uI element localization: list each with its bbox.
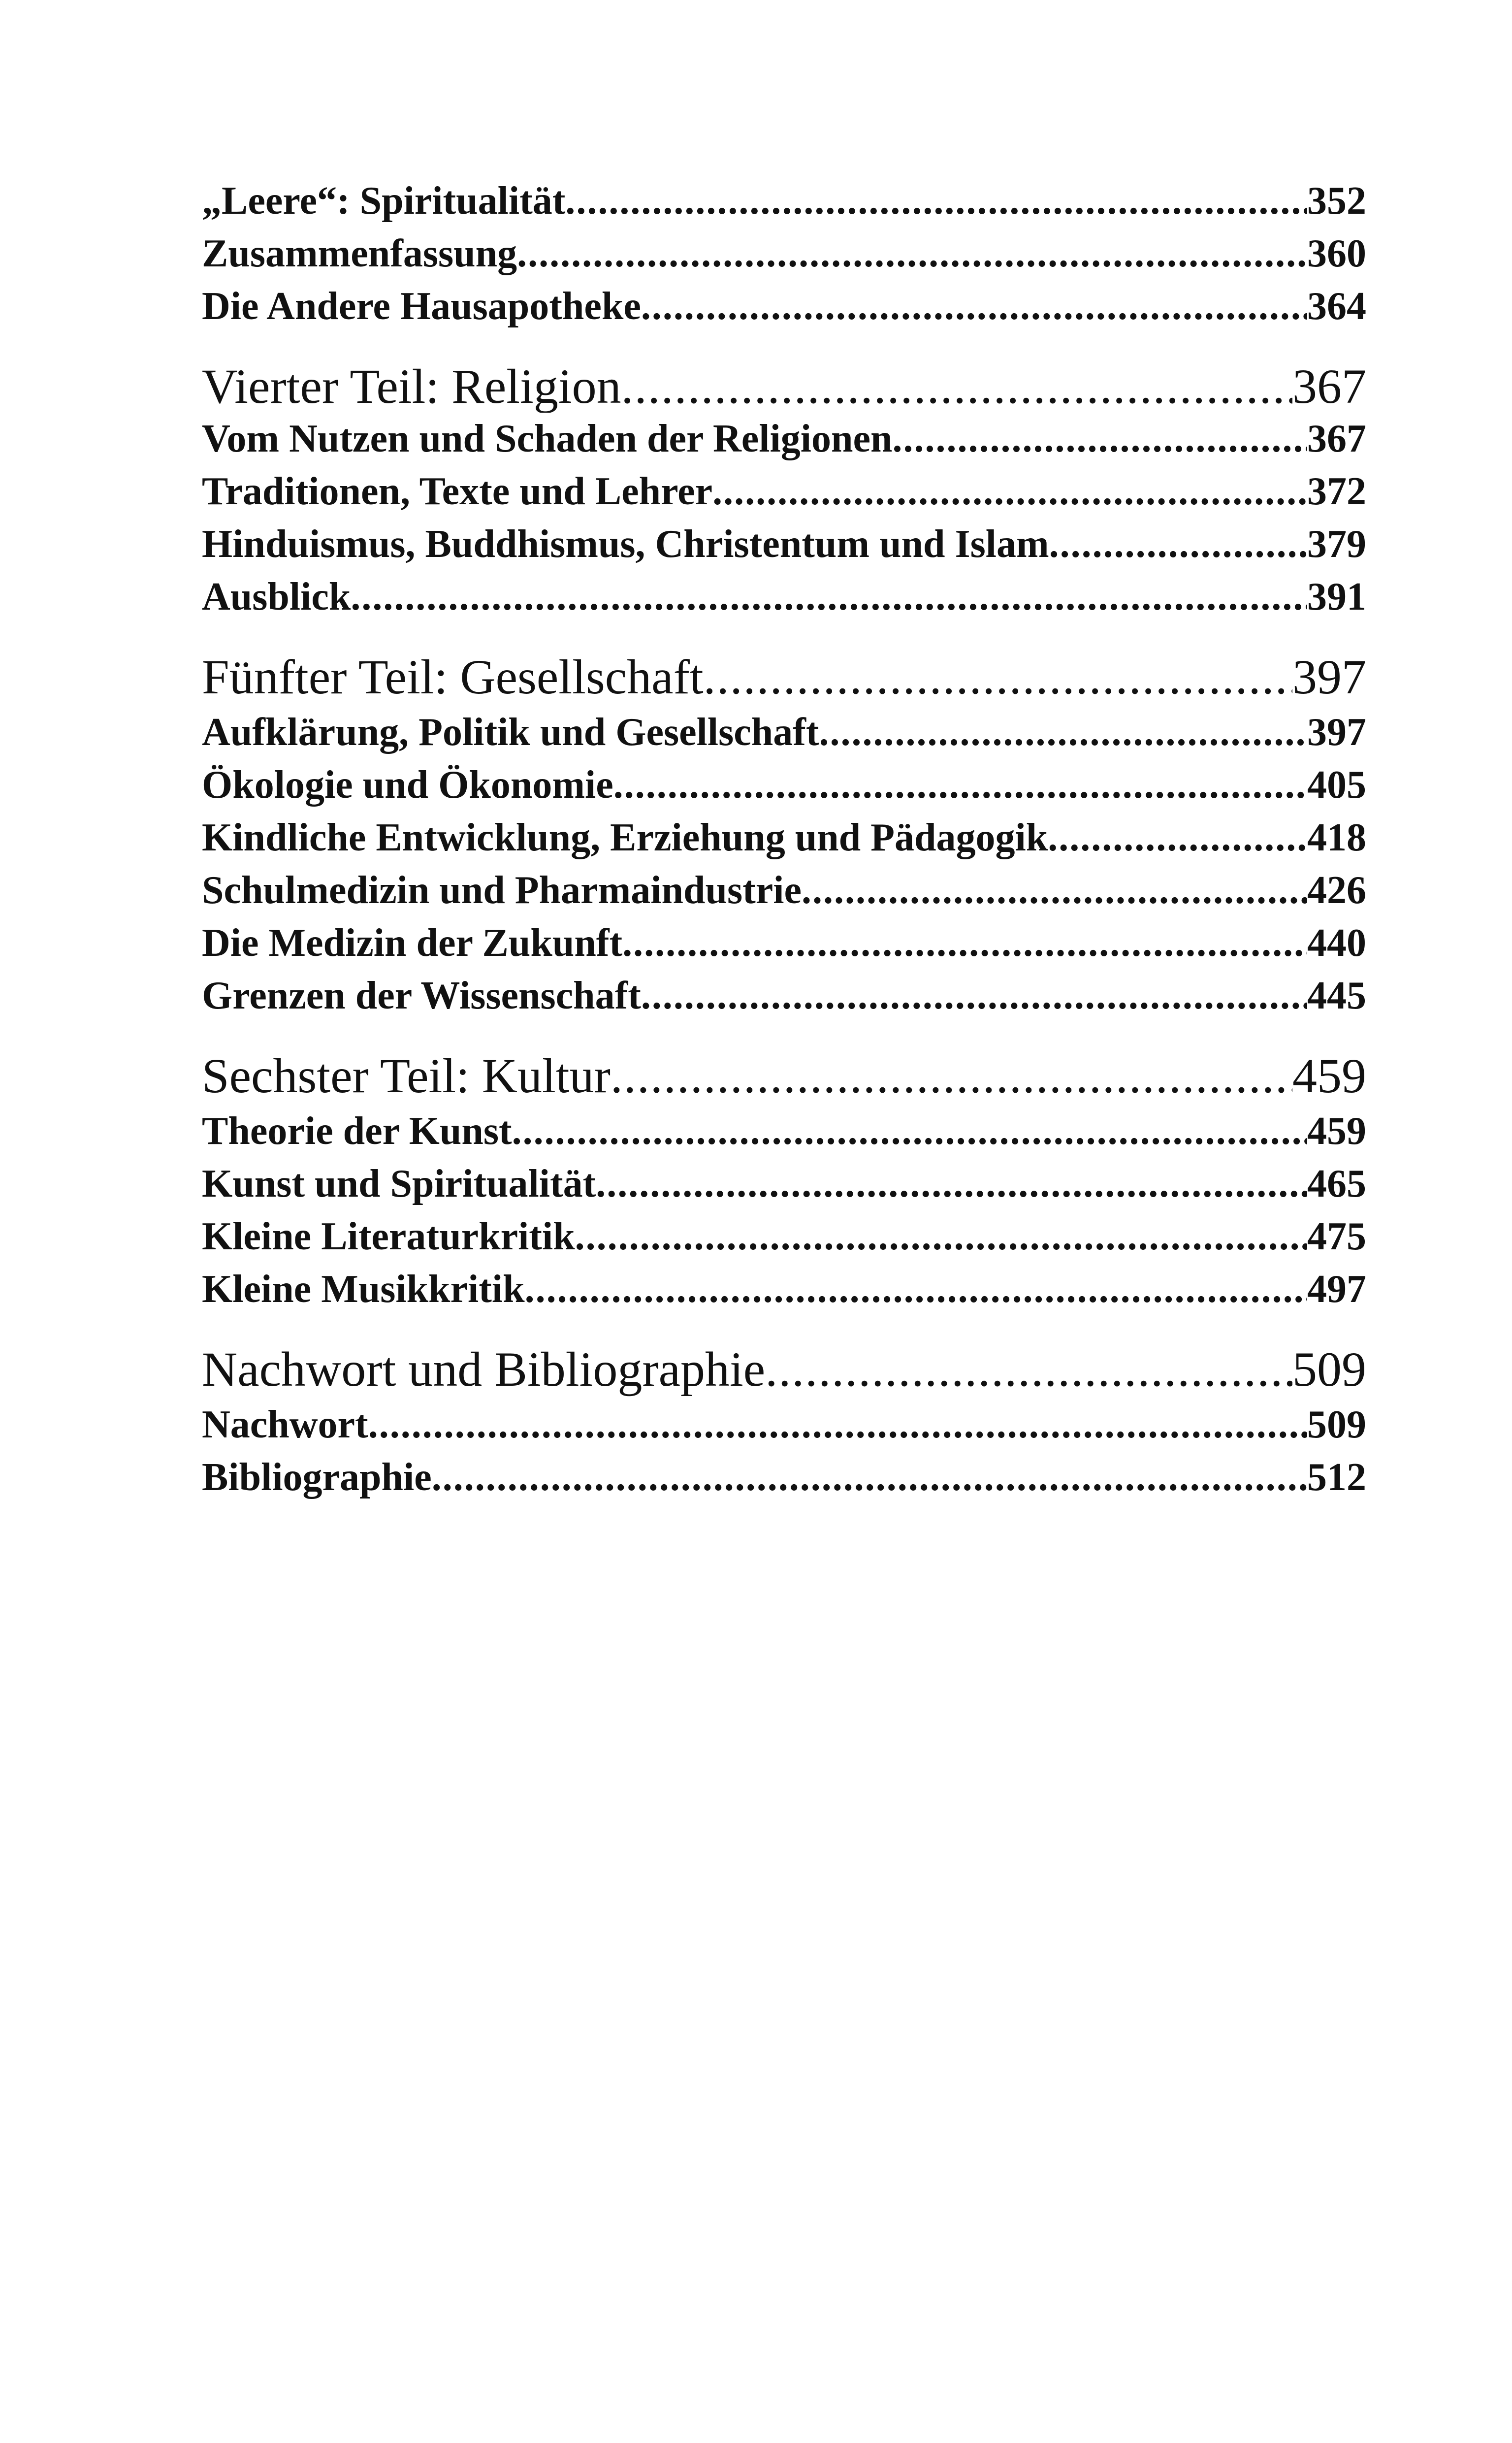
toc-entry-page: 372 bbox=[1307, 470, 1366, 513]
toc-entry-page: 465 bbox=[1307, 1162, 1366, 1205]
toc-entry-page: 391 bbox=[1307, 575, 1366, 619]
toc-part-heading[interactable] bbox=[202, 648, 1366, 706]
toc-entry-page: 440 bbox=[1307, 921, 1366, 965]
dot-leader bbox=[575, 1210, 1307, 1263]
dot-leader bbox=[704, 648, 1292, 706]
toc-part-page: 509 bbox=[1292, 1342, 1366, 1397]
toc-entry-page: 352 bbox=[1307, 179, 1366, 223]
toc-entry[interactable] bbox=[202, 1451, 1366, 1504]
dot-leader bbox=[368, 1399, 1307, 1451]
toc-part-title: Sechster Teil: Kultur bbox=[202, 1048, 611, 1103]
toc-part-kultur bbox=[202, 1047, 1366, 1316]
toc-part-title: Vierter Teil: Religion bbox=[202, 359, 621, 413]
toc-entry[interactable] bbox=[202, 864, 1366, 917]
toc-part-heading[interactable] bbox=[202, 1340, 1366, 1399]
toc-part-heading[interactable] bbox=[202, 1047, 1366, 1105]
toc-part-title: Nachwort und Bibliographie bbox=[202, 1342, 766, 1397]
toc-entry-page: 459 bbox=[1307, 1109, 1366, 1153]
dot-leader bbox=[613, 759, 1307, 812]
toc-entry-title: Die Medizin der Zukunft bbox=[202, 921, 623, 965]
toc-entry[interactable] bbox=[202, 518, 1366, 571]
toc-entry-title: Traditionen, Texte und Lehrer bbox=[202, 470, 713, 513]
toc-entry[interactable] bbox=[202, 413, 1366, 465]
dot-leader bbox=[802, 864, 1307, 917]
toc-entry-title: Zusammenfassung bbox=[202, 232, 517, 275]
toc-entry-title: Theorie der Kunst bbox=[202, 1109, 512, 1153]
toc-entry-title: Ausblick bbox=[202, 575, 351, 619]
toc-entry-title: „Leere“: Spiritualität bbox=[202, 179, 566, 223]
toc-part-title: Fünfter Teil: Gesellschaft bbox=[202, 650, 704, 704]
toc-entry-title: Schulmedizin und Pharmaindustrie bbox=[202, 869, 802, 912]
toc-entry-page: 379 bbox=[1307, 522, 1366, 566]
toc-entry-title: Nachwort bbox=[202, 1403, 368, 1446]
dot-leader bbox=[525, 1263, 1307, 1316]
toc-part-religion bbox=[202, 358, 1366, 623]
dot-leader bbox=[565, 175, 1307, 228]
toc-entry-title: Kleine Literaturkritik bbox=[202, 1215, 575, 1258]
toc-part-page: 459 bbox=[1292, 1048, 1366, 1103]
dot-leader bbox=[1049, 518, 1307, 571]
toc-part-page: 367 bbox=[1292, 359, 1366, 413]
toc-entry-page: 497 bbox=[1307, 1268, 1366, 1311]
toc-entry-title: Kunst und Spiritualität bbox=[202, 1162, 596, 1205]
toc-entry-page: 418 bbox=[1307, 816, 1366, 859]
toc-entry[interactable] bbox=[202, 812, 1366, 864]
toc-entry-page: 360 bbox=[1307, 232, 1366, 275]
toc-entry-page: 512 bbox=[1307, 1456, 1366, 1499]
toc-part-heading[interactable] bbox=[202, 358, 1366, 413]
toc-entry-page: 367 bbox=[1307, 417, 1366, 460]
toc-entry-page: 405 bbox=[1307, 763, 1366, 807]
toc-entry[interactable] bbox=[202, 228, 1366, 280]
toc-entry-title: Kindliche Entwicklung, Erziehung und Pädagogik bbox=[202, 816, 1048, 859]
toc-entry[interactable] bbox=[202, 1158, 1366, 1210]
toc-entry-title: Hinduismus, Buddhismus, Christentum und Islam bbox=[202, 522, 1049, 566]
toc-entry-title: Bibliographie bbox=[202, 1456, 432, 1499]
toc-part-nachwort bbox=[202, 1340, 1366, 1504]
dot-leader bbox=[596, 1158, 1307, 1210]
dot-leader bbox=[512, 1105, 1307, 1158]
table-of-contents bbox=[202, 175, 1366, 1529]
toc-entry-page: 364 bbox=[1307, 285, 1366, 328]
toc-entry[interactable] bbox=[202, 706, 1366, 759]
dot-leader bbox=[351, 571, 1307, 623]
toc-part-page: 397 bbox=[1292, 650, 1366, 704]
toc-entry-title: Grenzen der Wissenschaft bbox=[202, 974, 641, 1017]
toc-entry-page: 397 bbox=[1307, 711, 1366, 754]
dot-leader bbox=[622, 917, 1307, 970]
toc-entry-title: Vom Nutzen und Schaden der Religionen bbox=[202, 417, 893, 460]
toc-entry[interactable] bbox=[202, 465, 1366, 518]
toc-entry[interactable] bbox=[202, 175, 1366, 228]
toc-entry[interactable] bbox=[202, 1105, 1366, 1158]
toc-entry[interactable] bbox=[202, 571, 1366, 623]
toc-entry[interactable] bbox=[202, 759, 1366, 812]
dot-leader bbox=[1048, 812, 1307, 864]
toc-entry-title: Die Andere Hausapotheke bbox=[202, 285, 641, 328]
toc-part-gesellschaft bbox=[202, 648, 1366, 1022]
dot-leader bbox=[517, 228, 1307, 280]
dot-leader bbox=[765, 1340, 1292, 1399]
toc-entry-title: Aufklärung, Politik und Gesellschaft bbox=[202, 711, 819, 754]
toc-entry[interactable] bbox=[202, 1263, 1366, 1316]
toc-entry[interactable] bbox=[202, 1210, 1366, 1263]
toc-entry-page: 445 bbox=[1307, 974, 1366, 1017]
dot-leader bbox=[611, 1047, 1292, 1105]
dot-leader bbox=[641, 970, 1307, 1022]
dot-leader bbox=[819, 706, 1307, 759]
toc-entry-title: Ökologie und Ökonomie bbox=[202, 763, 613, 807]
toc-entry[interactable] bbox=[202, 970, 1366, 1022]
toc-continued-section bbox=[202, 175, 1366, 333]
toc-entry[interactable] bbox=[202, 1399, 1366, 1451]
toc-entry-page: 475 bbox=[1307, 1215, 1366, 1258]
dot-leader bbox=[641, 280, 1307, 333]
toc-entry[interactable] bbox=[202, 917, 1366, 970]
toc-entry-page: 426 bbox=[1307, 869, 1366, 912]
toc-entry[interactable] bbox=[202, 280, 1366, 333]
dot-leader bbox=[712, 465, 1307, 518]
toc-entry-title: Kleine Musikkritik bbox=[202, 1268, 525, 1311]
dot-leader bbox=[621, 358, 1292, 413]
dot-leader bbox=[432, 1451, 1307, 1504]
dot-leader bbox=[892, 413, 1307, 465]
toc-entry-page: 509 bbox=[1307, 1403, 1366, 1446]
